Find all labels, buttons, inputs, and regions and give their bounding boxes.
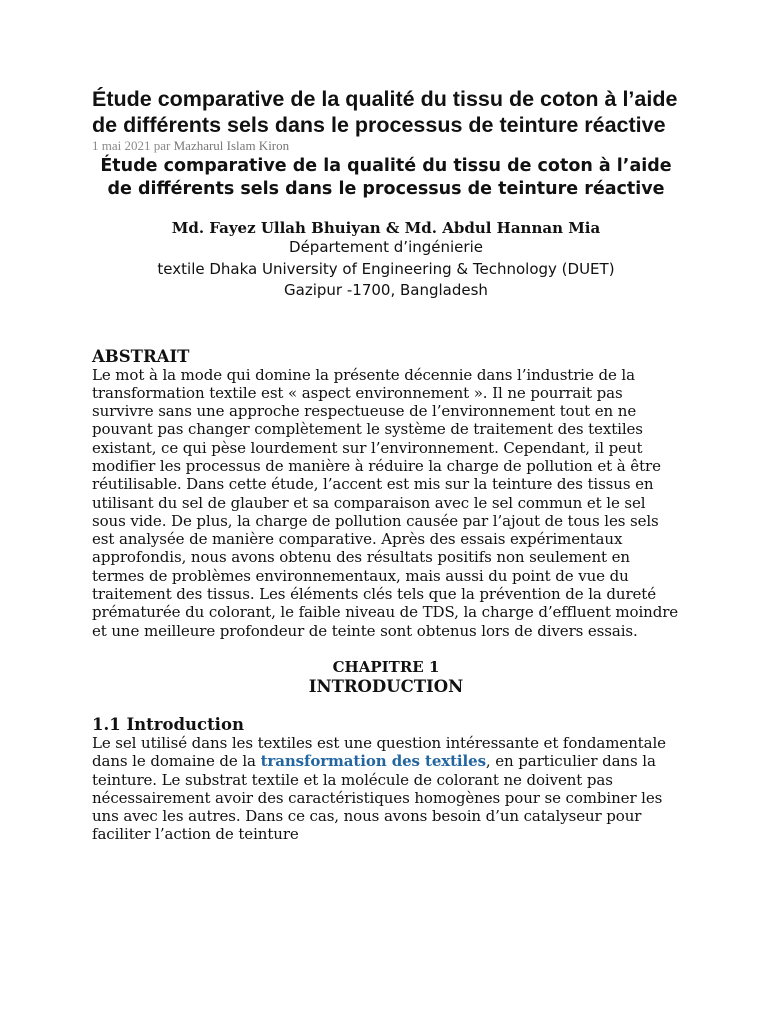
article-authors: Md. Fayez Ullah Bhuiyan & Md. Abdul Hannan Mia [171,219,601,237]
chapter-title: INTRODUCTION [308,676,464,696]
abstract-text: Le mot à la mode qui domine la présente décennie dans l’industrie de la transformation textile est « aspect environnement ». Il ne pourrait pas survivre sans une approche respectueuse de l’environnement tout en ne pouvant pas changer complètement le système de traitement des textiles existant, ce qui pèse lourdement sur l’environnement. Cependant, il peut modifier les processus de manière à réduire la charge de pollution et à être réutilisable. Dans cette étude, l’accent est mis sur la teinture des tissus en utilisant du sel de glauber et sa comparaison avec le sel commun et le sel sous vide. De plus, la charge de pollution causée par l’ajout de tous les sels est analysée de manière comparative. Après des essais expérimentaux approfondis, nous avons obtenu des résultats positifs non seulement en termes de problèmes environnementaux, mais aussi du point de vue du traitement des tissus. Les éléments clés tels que la prévention de la dureté prématurée du colorant, le faible niveau de TDS, la charge d’effluent moindre et une meilleure profondeur de teinte sont obtenus lors de divers essais. [92,365,679,640]
affiliation-line-2: textile Dhaka University of Engineering & Technology (DUET) [157,259,615,278]
abstract-heading: ABSTRAIT [92,346,190,366]
intro-text-start: Le sel utilisé dans les textiles est une question intéressante et fondamentale dans le domaine de la [92,733,666,771]
article-title: Étude comparative de la qualité du tissu de coton à l’aide de différents sels dans le processus de teinture réactive [100,156,672,199]
post-meta [92,138,680,153]
intro-text-end: , en particulier dans la teinture. Le substrat textile et la molécule de colorant ne doivent pas nécessairement avoir des caractéristiques homogènes pour se combiner les uns avec les autres. Dans ce cas, nous avons besoin d’un catalyseur pour faciliter l’action de teinture [92,752,663,844]
post-by: par [153,138,171,153]
document-page [92,86,680,844]
affiliation-line-1: Département d’ingénierie [289,238,483,256]
page-title: Étude comparative de la qualité du tissu de coton à l’aide de différents sels dans le processus de teinture réactive [92,87,678,137]
chapter-label: CHAPITRE 1 [332,657,440,676]
textile-processing-link[interactable]: transformation des textiles [260,752,486,771]
intro-heading: 1.1 Introduction [92,714,244,734]
affiliation-line-3: Gazipur -1700, Bangladesh [284,281,488,299]
post-author-link[interactable]: Mazharul Islam Kiron [173,138,290,153]
post-date: 1 mai 2021 [92,138,151,153]
intro-text [92,734,680,844]
